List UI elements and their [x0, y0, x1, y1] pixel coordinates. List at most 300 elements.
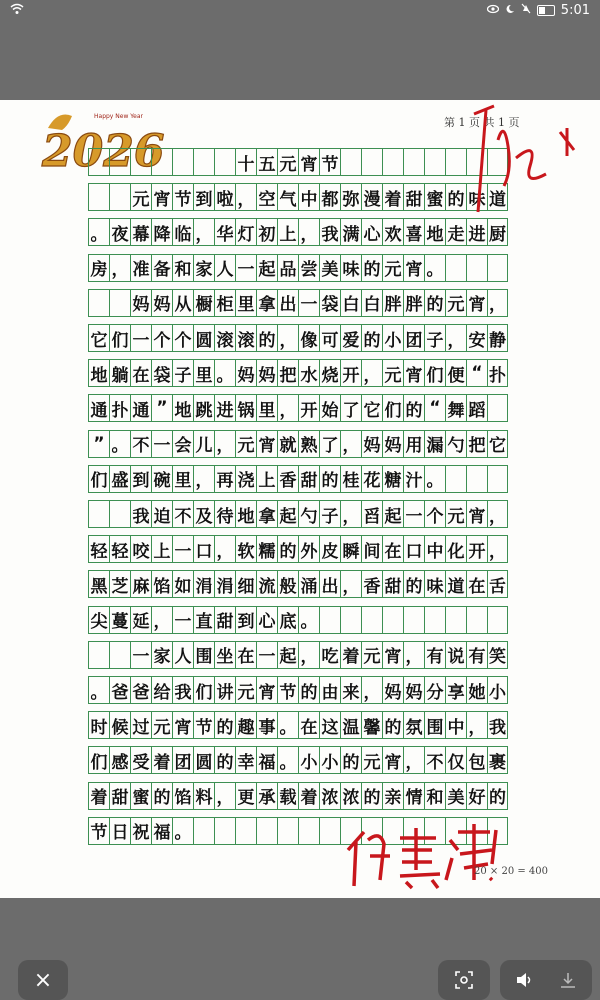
grid-cell: 元: [277, 149, 298, 175]
grid-cell: 我: [319, 219, 340, 245]
grid-cell: 更: [235, 783, 256, 809]
grid-cell: 宵: [403, 360, 424, 386]
grid-cell: 初: [256, 219, 277, 245]
grid-cell: 好: [466, 783, 487, 809]
grid-cell: 情: [403, 783, 424, 809]
grid-cell: 宵: [256, 431, 277, 457]
grid-cell: 爸: [109, 677, 130, 703]
grid-cell: 华: [214, 219, 235, 245]
grid-cell: [109, 184, 130, 210]
grid-cell: 外: [298, 536, 319, 562]
grid-cell: [256, 818, 277, 844]
grid-cell: ，: [403, 642, 424, 668]
grid-cell: 了: [340, 395, 361, 421]
grid-cell: 宵: [298, 149, 319, 175]
handwritten-signature: [340, 820, 500, 890]
grid-cell: 们: [88, 466, 109, 492]
grid-cell: 来: [340, 677, 361, 703]
grid-cell: 宵: [256, 677, 277, 703]
grid-cell: 轻: [109, 536, 130, 562]
grid-cell: 这: [319, 712, 340, 738]
grid-cell: [382, 607, 403, 633]
grid-cell: [340, 149, 361, 175]
grid-cell: 安: [466, 325, 487, 351]
grid-cell: 仅: [445, 747, 466, 773]
grid-cell: 宵: [382, 747, 403, 773]
grid-cell: 有: [424, 642, 445, 668]
volume-icon[interactable]: [516, 972, 534, 988]
grid-cell: [193, 149, 214, 175]
grid-cell: 待: [214, 501, 235, 527]
grid-cell: 道: [487, 184, 508, 210]
grid-cell: 五: [256, 149, 277, 175]
grid-cell: 的: [424, 290, 445, 316]
grid-cell: 家: [151, 642, 172, 668]
moon-icon: [505, 3, 515, 18]
grid-cell: 勺: [298, 501, 319, 527]
grid-row: [88, 500, 508, 528]
grid-cell: 里: [235, 290, 256, 316]
grid-cell: 甜: [403, 184, 424, 210]
grid-cell: 中: [298, 184, 319, 210]
grid-cell: 甜: [214, 607, 235, 633]
grid-cell: 儿: [193, 431, 214, 457]
grid-cell: 一: [130, 642, 151, 668]
grid-cell: 扑: [487, 360, 508, 386]
grid-cell: 们: [382, 395, 403, 421]
grid-cell: 开: [340, 360, 361, 386]
grid-cell: “: [466, 360, 487, 386]
grid-cell: ，: [340, 571, 361, 597]
grid-cell: 在: [130, 360, 151, 386]
grid-cell: [487, 607, 508, 633]
grid-cell: 香: [361, 571, 382, 597]
grid-cell: 蔓: [109, 607, 130, 633]
grid-cell: 花: [361, 466, 382, 492]
grid-cell: 味: [340, 255, 361, 281]
grid-cell: 把: [277, 360, 298, 386]
grid-cell: 受: [130, 747, 151, 773]
grid-cell: 弥: [340, 184, 361, 210]
grid-cell: 福: [256, 747, 277, 773]
grid-cell: 舞: [445, 395, 466, 421]
grid-cell: 子: [319, 501, 340, 527]
grid-cell: 的: [382, 712, 403, 738]
grid-cell: 水: [298, 360, 319, 386]
grid-cell: 一: [403, 501, 424, 527]
grid-cell: 爱: [340, 325, 361, 351]
grid-cell: 进: [214, 395, 235, 421]
grid-cell: 跳: [193, 395, 214, 421]
grid-cell: ，: [487, 290, 508, 316]
grid-cell: 上: [256, 466, 277, 492]
grid-cell: 道: [445, 571, 466, 597]
grid-cell: [361, 149, 382, 175]
grid-cell: 一: [151, 431, 172, 457]
grid-cell: 们: [193, 677, 214, 703]
grid-cell: 里: [256, 395, 277, 421]
grid-cell: [382, 149, 403, 175]
grid-cell: 说: [445, 642, 466, 668]
grid-cell: 子: [424, 325, 445, 351]
grid-row: [88, 782, 508, 810]
grid-cell: 一: [256, 642, 277, 668]
grid-cell: 胖: [382, 290, 403, 316]
close-button[interactable]: [18, 960, 68, 1000]
grid-cell: 橱: [193, 290, 214, 316]
grid-cell: 喜: [403, 219, 424, 245]
grid-cell: [130, 149, 151, 175]
grid-cell: 圆: [193, 747, 214, 773]
grid-row: [88, 148, 508, 176]
grid-cell: 准: [130, 255, 151, 281]
grid-cell: [487, 255, 508, 281]
grid-cell: 笑: [487, 642, 508, 668]
grid-cell: 节: [88, 818, 109, 844]
grid-cell: 麻: [130, 571, 151, 597]
grid-cell: 元: [361, 642, 382, 668]
grid-cell: 甜: [382, 571, 403, 597]
audio-controls: [500, 960, 592, 1000]
grid-row: [88, 746, 508, 774]
grid-cell: 汁: [403, 466, 424, 492]
grid-cell: 尝: [298, 255, 319, 281]
grid-cell: [214, 149, 235, 175]
close-icon: ×: [33, 967, 53, 993]
grid-cell: [109, 501, 130, 527]
grid-cell: ，: [340, 501, 361, 527]
grid-cell: 宵: [172, 712, 193, 738]
grid-cell: 品: [277, 255, 298, 281]
grid-row: [88, 570, 508, 598]
grid-cell: 熟: [298, 431, 319, 457]
grid-cell: 芝: [109, 571, 130, 597]
grid-cell: ，: [361, 677, 382, 703]
grid-cell: 涓: [214, 571, 235, 597]
grid-cell: 静: [487, 325, 508, 351]
grid-cell: 幕: [130, 219, 151, 245]
grid-cell: [193, 818, 214, 844]
grid-cell: 的: [403, 571, 424, 597]
grid-cell: 袋: [151, 360, 172, 386]
grid-cell: [445, 466, 466, 492]
grid-cell: [445, 607, 466, 633]
grid-cell: 就: [277, 431, 298, 457]
grid-cell: 开: [466, 536, 487, 562]
grid-cell: 妈: [151, 290, 172, 316]
grid-cell: 。: [298, 607, 319, 633]
grid-cell: 元: [235, 677, 256, 703]
grid-cell: 不: [172, 501, 193, 527]
grid-cell: 馅: [151, 571, 172, 597]
grid-cell: 浓: [319, 783, 340, 809]
grid-cell: 元: [382, 360, 403, 386]
grid-cell: 咬: [130, 536, 151, 562]
grid-cell: 的: [487, 783, 508, 809]
grid-cell: 到: [130, 466, 151, 492]
grid-cell: [424, 607, 445, 633]
grid-cell: [487, 466, 508, 492]
grid-row: [88, 183, 508, 211]
grid-cell: 的: [340, 747, 361, 773]
grid-cell: 。: [277, 747, 298, 773]
grid-cell: 元: [382, 255, 403, 281]
grid-cell: [88, 184, 109, 210]
grid-row: [88, 606, 508, 634]
grid-cell: ”: [151, 395, 172, 421]
grid-cell: 元: [130, 184, 151, 210]
grid-cell: 个: [151, 325, 172, 351]
grid-cell: 。: [172, 818, 193, 844]
grid-cell: 锅: [235, 395, 256, 421]
grid-cell: 心: [256, 607, 277, 633]
grid-cell: 的: [256, 325, 277, 351]
grid-cell: 小: [319, 747, 340, 773]
grid-cell: [109, 642, 130, 668]
handwritten-mark-top: [464, 100, 584, 220]
grid-cell: 漏: [424, 431, 445, 457]
grid-cell: 温: [340, 712, 361, 738]
grid-cell: 地: [172, 395, 193, 421]
grid-cell: 元: [445, 290, 466, 316]
grid-cell: 都: [319, 184, 340, 210]
grid-cell: 口: [403, 536, 424, 562]
grid-cell: 。: [277, 712, 298, 738]
grid-cell: 浓: [340, 783, 361, 809]
grid-cell: [319, 607, 340, 633]
grid-cell: 流: [256, 571, 277, 597]
grid-cell: 桂: [340, 466, 361, 492]
grid-cell: 祝: [130, 818, 151, 844]
grid-cell: 厨: [487, 219, 508, 245]
grid-cell: 美: [445, 783, 466, 809]
grid-row: [88, 676, 508, 704]
grid-cell: 团: [172, 747, 193, 773]
grid-cell: 里: [172, 466, 193, 492]
grid-cell: 出: [277, 290, 298, 316]
grid-cell: 。: [424, 255, 445, 281]
grid-cell: 我: [130, 501, 151, 527]
grid-cell: 的: [298, 677, 319, 703]
grid-cell: 般: [277, 571, 298, 597]
grid-cell: [298, 818, 319, 844]
grid-cell: 香: [277, 466, 298, 492]
grid-cell: 舌: [487, 571, 508, 597]
grid-cell: 躺: [109, 360, 130, 386]
grid-cell: ，: [298, 219, 319, 245]
grid-cell: 妈: [382, 431, 403, 457]
grid-cell: 起: [277, 501, 298, 527]
grid-cell: [151, 149, 172, 175]
grid-cell: 用: [403, 431, 424, 457]
grid-cell: 一: [172, 607, 193, 633]
grid-cell: 啦: [214, 184, 235, 210]
grid-cell: 柜: [214, 290, 235, 316]
grid-cell: 拿: [256, 501, 277, 527]
grid-cell: [361, 607, 382, 633]
grid-cell: 子: [172, 360, 193, 386]
grid-cell: 勺: [445, 431, 466, 457]
svg-text:Happy New Year: Happy New Year: [94, 113, 143, 120]
grid-cell: 直: [193, 607, 214, 633]
grid-cell: 烧: [319, 360, 340, 386]
grid-cell: 给: [151, 677, 172, 703]
grid-cell: 像: [298, 325, 319, 351]
grid-row: [88, 289, 508, 317]
grid-cell: 味: [466, 184, 487, 210]
grid-cell: 夜: [109, 219, 130, 245]
grid-cell: 小: [382, 325, 403, 351]
grid-cell: 候: [109, 712, 130, 738]
grid-cell: 着: [340, 642, 361, 668]
grid-cell: 的: [214, 712, 235, 738]
grid-cell: 着: [382, 184, 403, 210]
grid-cell: 爸: [130, 677, 151, 703]
grid-cell: 的: [277, 536, 298, 562]
grid-cell: 化: [445, 536, 466, 562]
grid-cell: 开: [298, 395, 319, 421]
grid-cell: 宵: [382, 642, 403, 668]
grid-cell: 气: [277, 184, 298, 210]
grid-cell: 宵: [466, 501, 487, 527]
grid-cell: 始: [319, 395, 340, 421]
grid-cell: 有: [466, 642, 487, 668]
grid-cell: 们: [88, 747, 109, 773]
grid-cell: 。: [214, 360, 235, 386]
grid-cell: 节: [319, 149, 340, 175]
grid-cell: [466, 466, 487, 492]
grid-cell: ，: [193, 219, 214, 245]
grid-cell: 细: [235, 571, 256, 597]
grid-row: [88, 535, 508, 563]
grid-cell: 在: [235, 642, 256, 668]
grid-cell: 迫: [151, 501, 172, 527]
grid-cell: 地: [235, 501, 256, 527]
grid-cell: 圆: [193, 325, 214, 351]
grid-cell: 载: [277, 783, 298, 809]
grid-cell: 把: [466, 431, 487, 457]
grid-cell: 着: [88, 783, 109, 809]
grid-cell: ，: [277, 395, 298, 421]
grid-cell: 节: [193, 712, 214, 738]
grid-cell: 蜜: [424, 184, 445, 210]
grid-cell: 通: [130, 395, 151, 421]
grid-cell: 一: [235, 255, 256, 281]
grid-cell: [424, 149, 445, 175]
svg-text:2026: 2026: [42, 126, 165, 176]
grid-cell: 起: [382, 501, 403, 527]
grid-cell: 延: [130, 607, 151, 633]
grid-cell: 味: [424, 571, 445, 597]
grid-cell: 中: [424, 536, 445, 562]
grid-cell: 宵: [151, 184, 172, 210]
grid-cell: 在: [298, 712, 319, 738]
grid-cell: 甜: [298, 466, 319, 492]
grid-cell: 的: [445, 184, 466, 210]
grid-cell: 上: [277, 219, 298, 245]
grid-cell: 讲: [214, 677, 235, 703]
grid-cell: 福: [151, 818, 172, 844]
grid-cell: ，: [298, 642, 319, 668]
grid-cell: 涓: [193, 571, 214, 597]
grid-cell: [466, 255, 487, 281]
grid-cell: 们: [109, 325, 130, 351]
grid-cell: 走: [445, 219, 466, 245]
grid-cell: 蜜: [130, 783, 151, 809]
grid-cell: 小: [487, 677, 508, 703]
grid-cell: 舀: [361, 501, 382, 527]
grid-cell: 漫: [361, 184, 382, 210]
grid-cell: 它: [487, 431, 508, 457]
grid-cell: 滚: [235, 325, 256, 351]
grid-cell: ，: [445, 325, 466, 351]
grid-cell: 在: [382, 536, 403, 562]
grid-cell: 的: [151, 783, 172, 809]
grid-cell: 十: [235, 149, 256, 175]
status-icons: [487, 3, 590, 18]
grid-cell: 一: [172, 536, 193, 562]
grid-cell: 在: [466, 571, 487, 597]
grid-cell: 妈: [256, 360, 277, 386]
grid-cell: 尖: [88, 607, 109, 633]
grid-cell: 它: [88, 325, 109, 351]
grid-cell: 的: [361, 255, 382, 281]
grid-cell: [487, 395, 508, 421]
grid-cell: ，: [214, 536, 235, 562]
download-icon[interactable]: [560, 972, 576, 988]
grid-cell: 一: [130, 325, 151, 351]
grid-cell: 中: [445, 712, 466, 738]
page-number: 第 1 页 共 1 页: [444, 116, 520, 129]
grid-cell: 氛: [403, 712, 424, 738]
grid-row: [88, 218, 508, 246]
grid-cell: 她: [466, 677, 487, 703]
grid-cell: 如: [172, 571, 193, 597]
grid-cell: 起: [256, 255, 277, 281]
grid-cell: ，: [340, 431, 361, 457]
grid-cell: ，: [403, 747, 424, 773]
grid-cell: 拿: [256, 290, 277, 316]
grid-cell: 和: [424, 783, 445, 809]
grid-cell: [109, 290, 130, 316]
grid-cell: 家: [193, 255, 214, 281]
grid-cell: ，: [277, 325, 298, 351]
grid-cell: 会: [172, 431, 193, 457]
grid-cell: 出: [319, 571, 340, 597]
grid-cell: 通: [88, 395, 109, 421]
grid-cell: 承: [256, 783, 277, 809]
scan-button[interactable]: [438, 960, 490, 1000]
grid-cell: [445, 255, 466, 281]
grid-cell: 房: [88, 255, 109, 281]
grid-cell: 。: [424, 466, 445, 492]
grid-cell: 满: [340, 219, 361, 245]
grid-cell: 妈: [361, 431, 382, 457]
grid-cell: 享: [445, 677, 466, 703]
grid-cell: 白: [361, 290, 382, 316]
grid-cell: 碗: [151, 466, 172, 492]
grid-cell: 幸: [235, 747, 256, 773]
grid-cell: 料: [193, 783, 214, 809]
grid-cell: 底: [277, 607, 298, 633]
grid-cell: 空: [256, 184, 277, 210]
grid-cell: 妈: [235, 360, 256, 386]
grid-cell: 不: [424, 747, 445, 773]
grid-cell: 人: [172, 642, 193, 668]
grid-cell: [88, 290, 109, 316]
grid-cell: 妈: [403, 677, 424, 703]
grid-cell: 软: [235, 536, 256, 562]
